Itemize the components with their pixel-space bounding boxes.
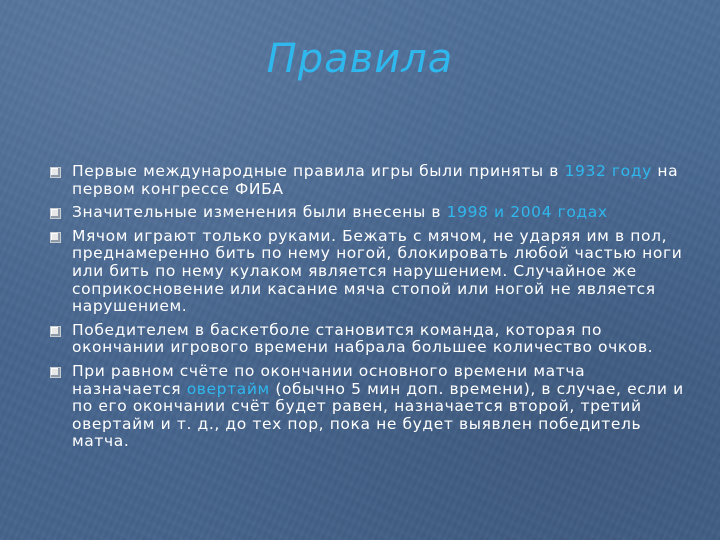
bullet-text: (обычно 5 мин доп. времени), в случае, если и по его окончании счёт будет равен, назначается второй, третий овертайм и т. д., до тех пор, пока не будет выявлен победитель матча.: [72, 379, 684, 451]
list-item: [48, 322, 688, 357]
list-item: [48, 228, 688, 316]
bullet-highlight: 1998 и 2004 годах: [446, 203, 608, 222]
list-item: [48, 204, 688, 222]
bullet-text: Победителем в баскетболе становится команда, которая по окончании игрового времени набрала большее количество очков.: [72, 320, 654, 357]
bullet-text: Значительные изменения были внесены в: [72, 203, 447, 222]
bullet-text: Мячом играют только руками. Бежать с мячом, не ударяя им в пол, преднамеренно бить по нему ногой, блокировать любой частью ноги или бить по нему кулаком является нарушением. Случайное же соприкосновение или касание мяча стопой или ногой не является нарушением.: [72, 226, 683, 316]
slide-title: Правила: [266, 36, 454, 82]
bullet-highlight: овертайм: [186, 379, 270, 398]
bullet-list: [48, 163, 688, 457]
bullet-text: При равном счёте по окончании основного времени матча назначается: [72, 361, 586, 398]
list-item: [48, 163, 688, 198]
square-bullet-icon: [50, 326, 61, 337]
list-item: [48, 363, 688, 451]
bullet-highlight: 1932 году: [564, 162, 652, 180]
bullet-text: на первом конгрессе ФИБА: [72, 162, 679, 198]
square-bullet-icon: [50, 208, 61, 219]
bullet-text: Первые международные правила игры были приняты в: [72, 162, 565, 180]
square-bullet-icon: [50, 232, 61, 243]
square-bullet-icon: [50, 367, 61, 378]
square-bullet-icon: [50, 167, 61, 178]
